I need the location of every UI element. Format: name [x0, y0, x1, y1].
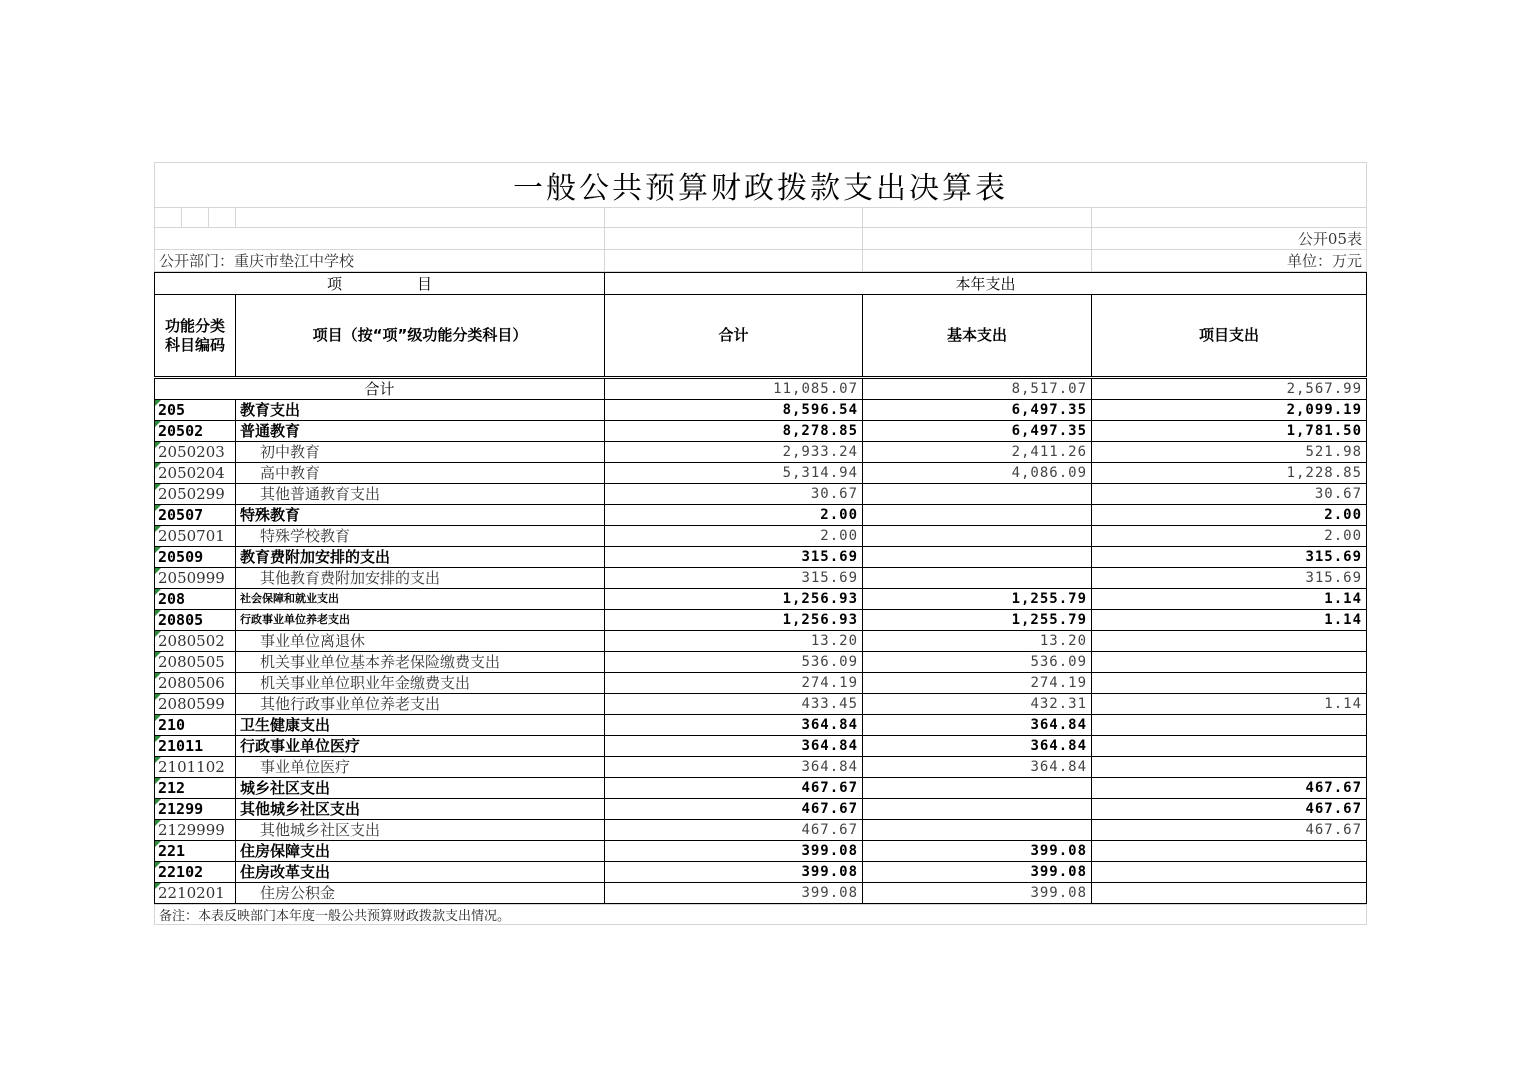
subject-code: 21299 [155, 799, 236, 820]
amount-project [1092, 883, 1367, 904]
basic-header: 基本支出 [863, 295, 1092, 377]
amount-project: 467.67 [1092, 820, 1367, 841]
subject-code: 2080599 [155, 694, 236, 715]
subject-name: 特殊教育 [236, 505, 605, 526]
amount-total: 364.84 [605, 736, 863, 757]
subject-code: 2129999 [155, 820, 236, 841]
subject-code: 2050204 [155, 463, 236, 484]
amount-basic: 2,411.26 [863, 442, 1092, 463]
amount-basic [863, 799, 1092, 820]
table-row [155, 484, 1367, 505]
subject-code: 208 [155, 589, 236, 610]
amount-total: 13.20 [605, 631, 863, 652]
table-row [155, 631, 1367, 652]
amount-total: 364.84 [605, 715, 863, 736]
amount-basic: 13.20 [863, 631, 1092, 652]
subject-code: 20805 [155, 610, 236, 631]
subject-code: 2210201 [155, 883, 236, 904]
table-row [155, 568, 1367, 589]
amount-project: 1.14 [1092, 610, 1367, 631]
subject-name: 机关事业单位基本养老保险缴费支出 [236, 652, 605, 673]
amount-total: 536.09 [605, 652, 863, 673]
subject-code: 20507 [155, 505, 236, 526]
amount-basic: 364.84 [863, 736, 1092, 757]
table-row [155, 400, 1367, 421]
department-label: 公开部门：重庆市垫江中学校 [155, 250, 605, 272]
amount-total: 399.08 [605, 862, 863, 883]
table-row [155, 694, 1367, 715]
amount-project: 2,099.19 [1092, 400, 1367, 421]
subject-code: 2080505 [155, 652, 236, 673]
subject-name: 行政事业单位医疗 [236, 736, 605, 757]
table-row [155, 610, 1367, 631]
subject-name: 其他城乡社区支出 [236, 799, 605, 820]
subject-name: 城乡社区支出 [236, 778, 605, 799]
table-row [155, 841, 1367, 862]
subject-code: 2050701 [155, 526, 236, 547]
table-row [155, 715, 1367, 736]
amount-basic [863, 820, 1092, 841]
amount-basic: 1,255.79 [863, 610, 1092, 631]
subject-name: 事业单位离退休 [236, 631, 605, 652]
header-table [154, 162, 1367, 272]
item-name-header: 项目（按“项”级功能分类科目） [236, 295, 605, 377]
table-row [155, 799, 1367, 820]
amount-project: 467.67 [1092, 778, 1367, 799]
amount-project: 1.14 [1092, 694, 1367, 715]
column-header [154, 272, 1367, 377]
budget-sheet [154, 162, 1366, 925]
amount-basic [863, 778, 1092, 799]
data-table [154, 378, 1367, 904]
amount-project: 521.98 [1092, 442, 1367, 463]
amount-total: 315.69 [605, 568, 863, 589]
total-amount: 11,085.07 [605, 379, 863, 400]
subject-name: 住房保障支出 [236, 841, 605, 862]
amount-total: 274.19 [605, 673, 863, 694]
year-expense-header: 本年支出 [605, 273, 1367, 295]
amount-basic [863, 505, 1092, 526]
subject-name: 机关事业单位职业年金缴费支出 [236, 673, 605, 694]
subject-name: 住房公积金 [236, 883, 605, 904]
subject-name: 住房改革支出 [236, 862, 605, 883]
table-row [155, 673, 1367, 694]
amount-basic: 399.08 [863, 841, 1092, 862]
subject-name: 社会保障和就业支出 [236, 589, 605, 610]
amount-project: 467.67 [1092, 799, 1367, 820]
amount-basic: 399.08 [863, 883, 1092, 904]
page-title: 一般公共预算财政拨款支出决算表 [155, 163, 1367, 208]
amount-project: 1,228.85 [1092, 463, 1367, 484]
table-row [155, 589, 1367, 610]
subject-name: 教育费附加安排的支出 [236, 547, 605, 568]
amount-project [1092, 757, 1367, 778]
amount-project: 2.00 [1092, 526, 1367, 547]
subject-name: 特殊学校教育 [236, 526, 605, 547]
subject-code: 2080502 [155, 631, 236, 652]
amount-basic: 274.19 [863, 673, 1092, 694]
amount-project: 30.67 [1092, 484, 1367, 505]
amount-total: 2.00 [605, 526, 863, 547]
table-row [155, 652, 1367, 673]
subject-name: 教育支出 [236, 400, 605, 421]
subject-name: 行政事业单位养老支出 [236, 610, 605, 631]
total-basic: 8,517.07 [863, 379, 1092, 400]
amount-project [1092, 862, 1367, 883]
amount-project [1092, 841, 1367, 862]
amount-total: 399.08 [605, 841, 863, 862]
table-row [155, 883, 1367, 904]
subject-code: 212 [155, 778, 236, 799]
subject-name: 事业单位医疗 [236, 757, 605, 778]
amount-total: 8,596.54 [605, 400, 863, 421]
footnote: 备注：本表反映部门本年度一般公共预算财政拨款支出情况。 [155, 905, 1367, 925]
total-project: 2,567.99 [1092, 379, 1367, 400]
amount-basic: 6,497.35 [863, 421, 1092, 442]
subject-name: 初中教育 [236, 442, 605, 463]
table-row [155, 547, 1367, 568]
subject-code: 2050203 [155, 442, 236, 463]
total-label: 合计 [155, 379, 605, 400]
amount-total: 5,314.94 [605, 463, 863, 484]
amount-basic: 6,497.35 [863, 400, 1092, 421]
amount-basic [863, 568, 1092, 589]
subject-code: 20509 [155, 547, 236, 568]
table-row [155, 820, 1367, 841]
table-row [155, 463, 1367, 484]
subject-code: 2050999 [155, 568, 236, 589]
table-row [155, 862, 1367, 883]
subject-code: 2080506 [155, 673, 236, 694]
amount-basic: 4,086.09 [863, 463, 1092, 484]
amount-basic [863, 526, 1092, 547]
subject-code: 22102 [155, 862, 236, 883]
subject-name: 其他城乡社区支出 [236, 820, 605, 841]
subject-code: 21011 [155, 736, 236, 757]
table-row [155, 757, 1367, 778]
amount-project [1092, 631, 1367, 652]
code-header: 功能分类科目编码 [155, 295, 236, 377]
amount-total: 2,933.24 [605, 442, 863, 463]
table-row [155, 736, 1367, 757]
amount-total: 399.08 [605, 883, 863, 904]
amount-total: 467.67 [605, 820, 863, 841]
amount-project: 315.69 [1092, 568, 1367, 589]
subject-name: 高中教育 [236, 463, 605, 484]
amount-total: 2.00 [605, 505, 863, 526]
amount-total: 30.67 [605, 484, 863, 505]
table-row [155, 442, 1367, 463]
subject-code: 221 [155, 841, 236, 862]
project-header: 项目支出 [1092, 295, 1367, 377]
amount-basic: 432.31 [863, 694, 1092, 715]
subject-name: 其他普通教育支出 [236, 484, 605, 505]
amount-total: 1,256.93 [605, 589, 863, 610]
amount-project: 315.69 [1092, 547, 1367, 568]
amount-basic: 364.84 [863, 715, 1092, 736]
subject-code: 20502 [155, 421, 236, 442]
amount-total: 8,278.85 [605, 421, 863, 442]
table-row [155, 421, 1367, 442]
subject-name: 其他教育费附加安排的支出 [236, 568, 605, 589]
amount-basic: 1,255.79 [863, 589, 1092, 610]
amount-total: 467.67 [605, 778, 863, 799]
subject-code: 210 [155, 715, 236, 736]
amount-total: 1,256.93 [605, 610, 863, 631]
amount-total: 467.67 [605, 799, 863, 820]
total-row [155, 379, 1367, 400]
amount-basic: 399.08 [863, 862, 1092, 883]
subject-name: 其他行政事业单位养老支出 [236, 694, 605, 715]
note-table [154, 904, 1367, 925]
item-header: 项 目 [155, 273, 605, 295]
amount-project [1092, 736, 1367, 757]
subject-name: 普通教育 [236, 421, 605, 442]
amount-project: 2.00 [1092, 505, 1367, 526]
table-row [155, 778, 1367, 799]
amount-project [1092, 673, 1367, 694]
table-row [155, 526, 1367, 547]
table-row [155, 505, 1367, 526]
subject-code: 2101102 [155, 757, 236, 778]
amount-basic [863, 547, 1092, 568]
total-header: 合计 [605, 295, 863, 377]
amount-total: 433.45 [605, 694, 863, 715]
amount-basic: 364.84 [863, 757, 1092, 778]
amount-project [1092, 715, 1367, 736]
subject-code: 205 [155, 400, 236, 421]
amount-basic: 536.09 [863, 652, 1092, 673]
amount-total: 315.69 [605, 547, 863, 568]
amount-project [1092, 652, 1367, 673]
amount-project: 1,781.50 [1092, 421, 1367, 442]
amount-total: 364.84 [605, 757, 863, 778]
form-number: 公开05表 [1092, 228, 1367, 250]
amount-basic [863, 484, 1092, 505]
subject-name: 卫生健康支出 [236, 715, 605, 736]
subject-code: 2050299 [155, 484, 236, 505]
unit-label: 单位：万元 [1092, 250, 1367, 272]
amount-project: 1.14 [1092, 589, 1367, 610]
